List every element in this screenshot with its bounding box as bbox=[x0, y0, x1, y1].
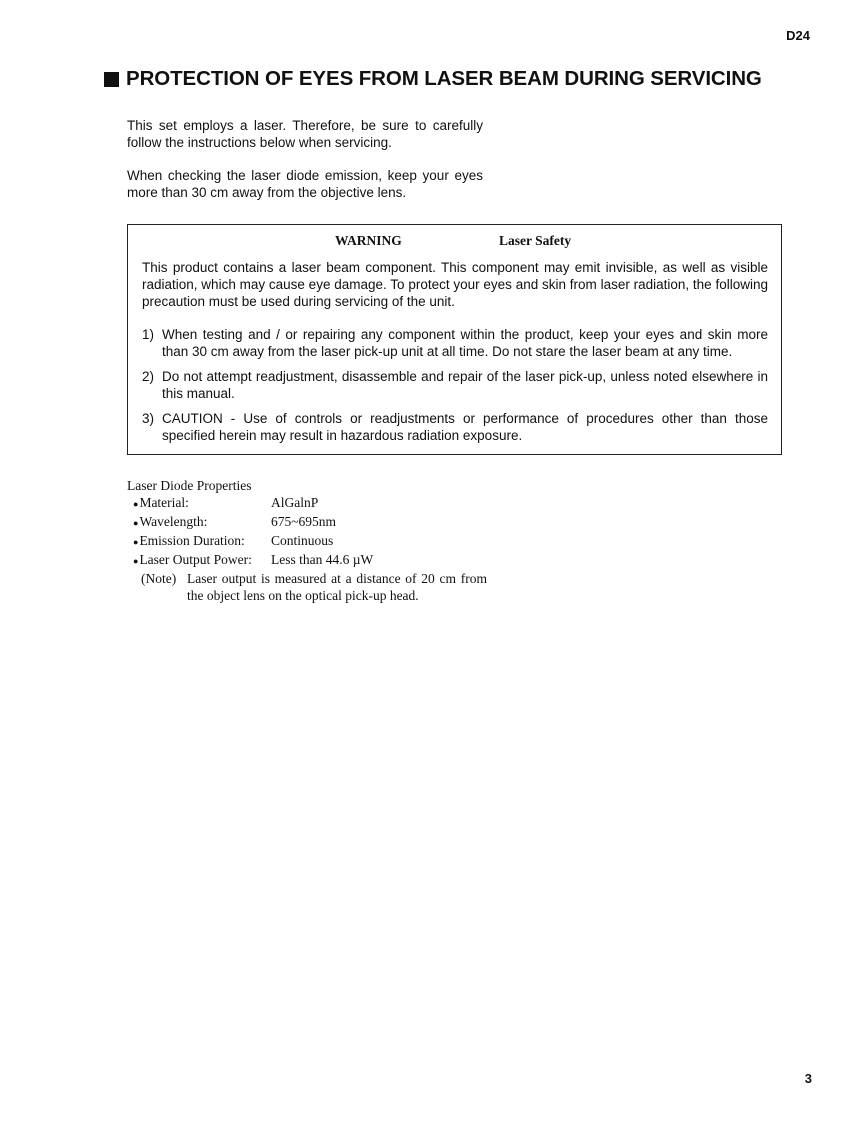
warning-intro-text: This product contains a laser beam component. This component may emit invisible, as well as visible radiation, which may cause eye damage. To protect your eyes and skin from laser radiation, the following precaution must be used during servicing of the unit. bbox=[142, 260, 768, 309]
property-row bbox=[127, 494, 487, 513]
properties-title: Laser Diode Properties bbox=[127, 478, 252, 493]
model-code: D24 bbox=[786, 28, 810, 43]
laser-warning-box bbox=[127, 224, 782, 455]
section-title: PROTECTION OF EYES FROM LASER BEAM DURING SERVICING bbox=[126, 67, 762, 90]
property-row bbox=[127, 532, 487, 551]
precaution-number: 3) bbox=[142, 411, 155, 426]
square-bullet-icon bbox=[104, 72, 119, 87]
precaution-number: 1) bbox=[142, 327, 155, 342]
bullet-icon: ● bbox=[133, 518, 139, 528]
precaution-list bbox=[142, 326, 768, 444]
property-label: ●Material: bbox=[133, 495, 189, 510]
precaution-text: Do not attempt readjustment, disassemble and repair of the laser pick-up, unless noted elsewhere in this manual. bbox=[162, 369, 768, 401]
property-label: ●Wavelength: bbox=[133, 514, 208, 529]
bullet-icon: ● bbox=[133, 537, 139, 547]
property-row bbox=[127, 513, 487, 532]
warning-body bbox=[142, 259, 768, 452]
section-heading bbox=[104, 67, 762, 91]
note-text: Laser output is measured at a distance of 20 cm from the object lens on the optical pick-up head. bbox=[187, 571, 487, 603]
laser-diode-properties bbox=[127, 477, 487, 604]
warning-title: Laser Safety bbox=[499, 233, 572, 248]
bullet-icon: ● bbox=[133, 499, 139, 509]
property-value: AlGalnP bbox=[271, 495, 319, 510]
bullet-icon: ● bbox=[133, 556, 139, 566]
precaution-item bbox=[142, 410, 768, 444]
precaution-text: CAUTION - Use of controls or readjustments or performance of procedures other than those specified herein may result in hazardous radiation exposure. bbox=[162, 411, 768, 443]
precaution-item bbox=[142, 368, 768, 402]
note-label: (Note) bbox=[141, 571, 177, 586]
property-label: ●Laser Output Power: bbox=[133, 552, 252, 567]
measurement-note bbox=[127, 570, 487, 604]
intro-paragraph-1: This set employs a laser. Therefore, be sure to carefully follow the instructions below when servicing. bbox=[127, 118, 483, 150]
precaution-text: When testing and / or repairing any component within the product, keep your eyes and skin more than 30 cm away from the laser pick-up unit at all time. Do not stare the laser beam at any time. bbox=[162, 327, 768, 359]
property-value: Less than 44.6 µW bbox=[271, 552, 374, 567]
property-value: Continuous bbox=[271, 533, 334, 548]
precaution-item bbox=[142, 326, 768, 360]
property-value: 675~695nm bbox=[271, 514, 337, 529]
intro-paragraph-2: When checking the laser diode emission, keep your eyes more than 30 cm away from the objective lens. bbox=[127, 168, 483, 200]
property-label: ●Emission Duration: bbox=[133, 533, 245, 548]
property-row bbox=[127, 551, 487, 570]
precaution-number: 2) bbox=[142, 369, 155, 384]
warning-label: WARNING bbox=[335, 233, 402, 248]
page-number: 3 bbox=[804, 1071, 812, 1086]
